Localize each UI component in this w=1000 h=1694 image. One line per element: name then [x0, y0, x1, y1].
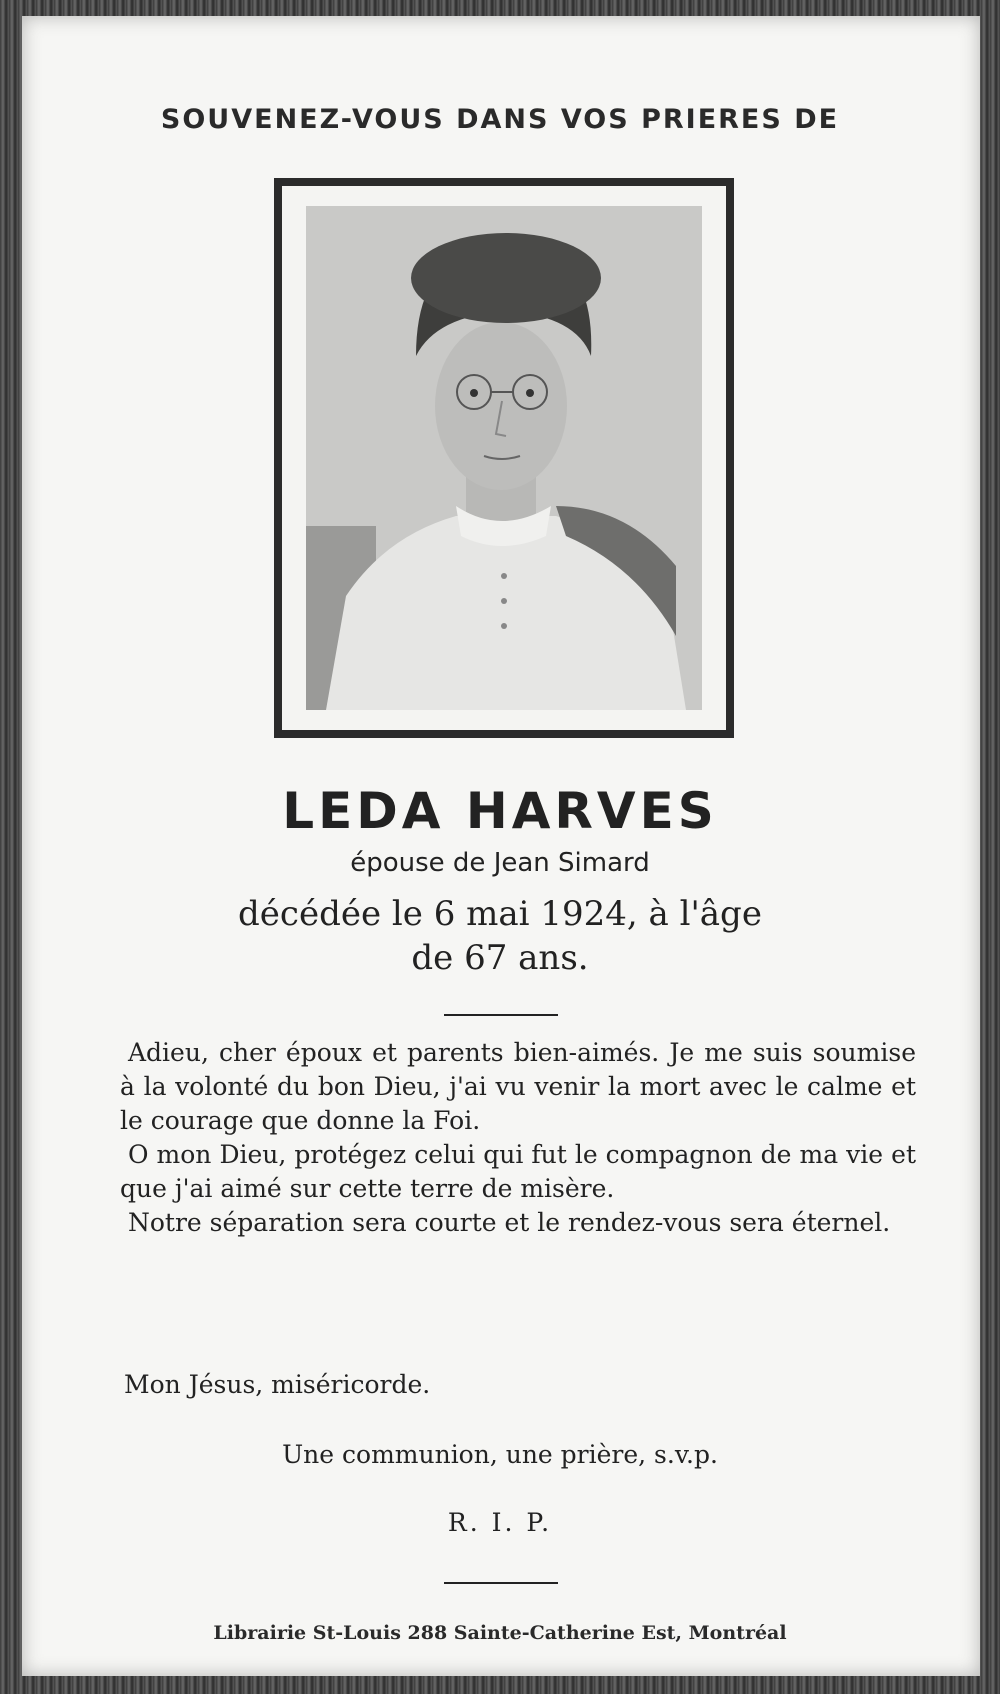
portrait-illustration: [306, 206, 702, 710]
portrait-frame: [274, 178, 734, 738]
divider-bottom: [444, 1582, 558, 1584]
printer-imprint: Librairie St-Louis 288 Sainte-Catherine Est, Montréal: [213, 1622, 787, 1644]
message-paragraph: O mon Dieu, protégez celui qui fut le compagnon de ma vie et que j'ai aimé sur cette terre de misère.: [120, 1140, 916, 1203]
death-details: [0, 892, 1000, 980]
portrait-mat: [282, 186, 726, 730]
spouse-line: épouse de Jean Simard: [350, 848, 650, 878]
rip-text: R. I. P.: [447, 1508, 553, 1537]
message-paragraph: Adieu, cher époux et parents bien-aimés. Je me suis soumise à la volonté du bon Dieu, j'ai vu venir la mort avec le calme et le courage que donne la Foi.: [120, 1038, 916, 1135]
portrait-photo: [306, 206, 702, 710]
message-paragraph: Notre séparation sera courte et le rendez-vous sera éternel.: [128, 1208, 891, 1237]
death-line-1: décédée le 6 mai 1924, à l'âge: [238, 894, 762, 934]
farewell-message: [120, 1036, 916, 1240]
death-line-2: de 67 ans.: [411, 938, 589, 978]
deceased-name: LEDA HARVES: [282, 782, 718, 840]
card-header: SOUVENEZ-VOUS DANS VOS PRIERES DE: [160, 104, 840, 135]
closing-prayer: Mon Jésus, miséricorde.: [124, 1370, 431, 1399]
divider-top: [444, 1014, 558, 1016]
prayer-request: Une communion, une prière, s.v.p.: [282, 1440, 718, 1469]
